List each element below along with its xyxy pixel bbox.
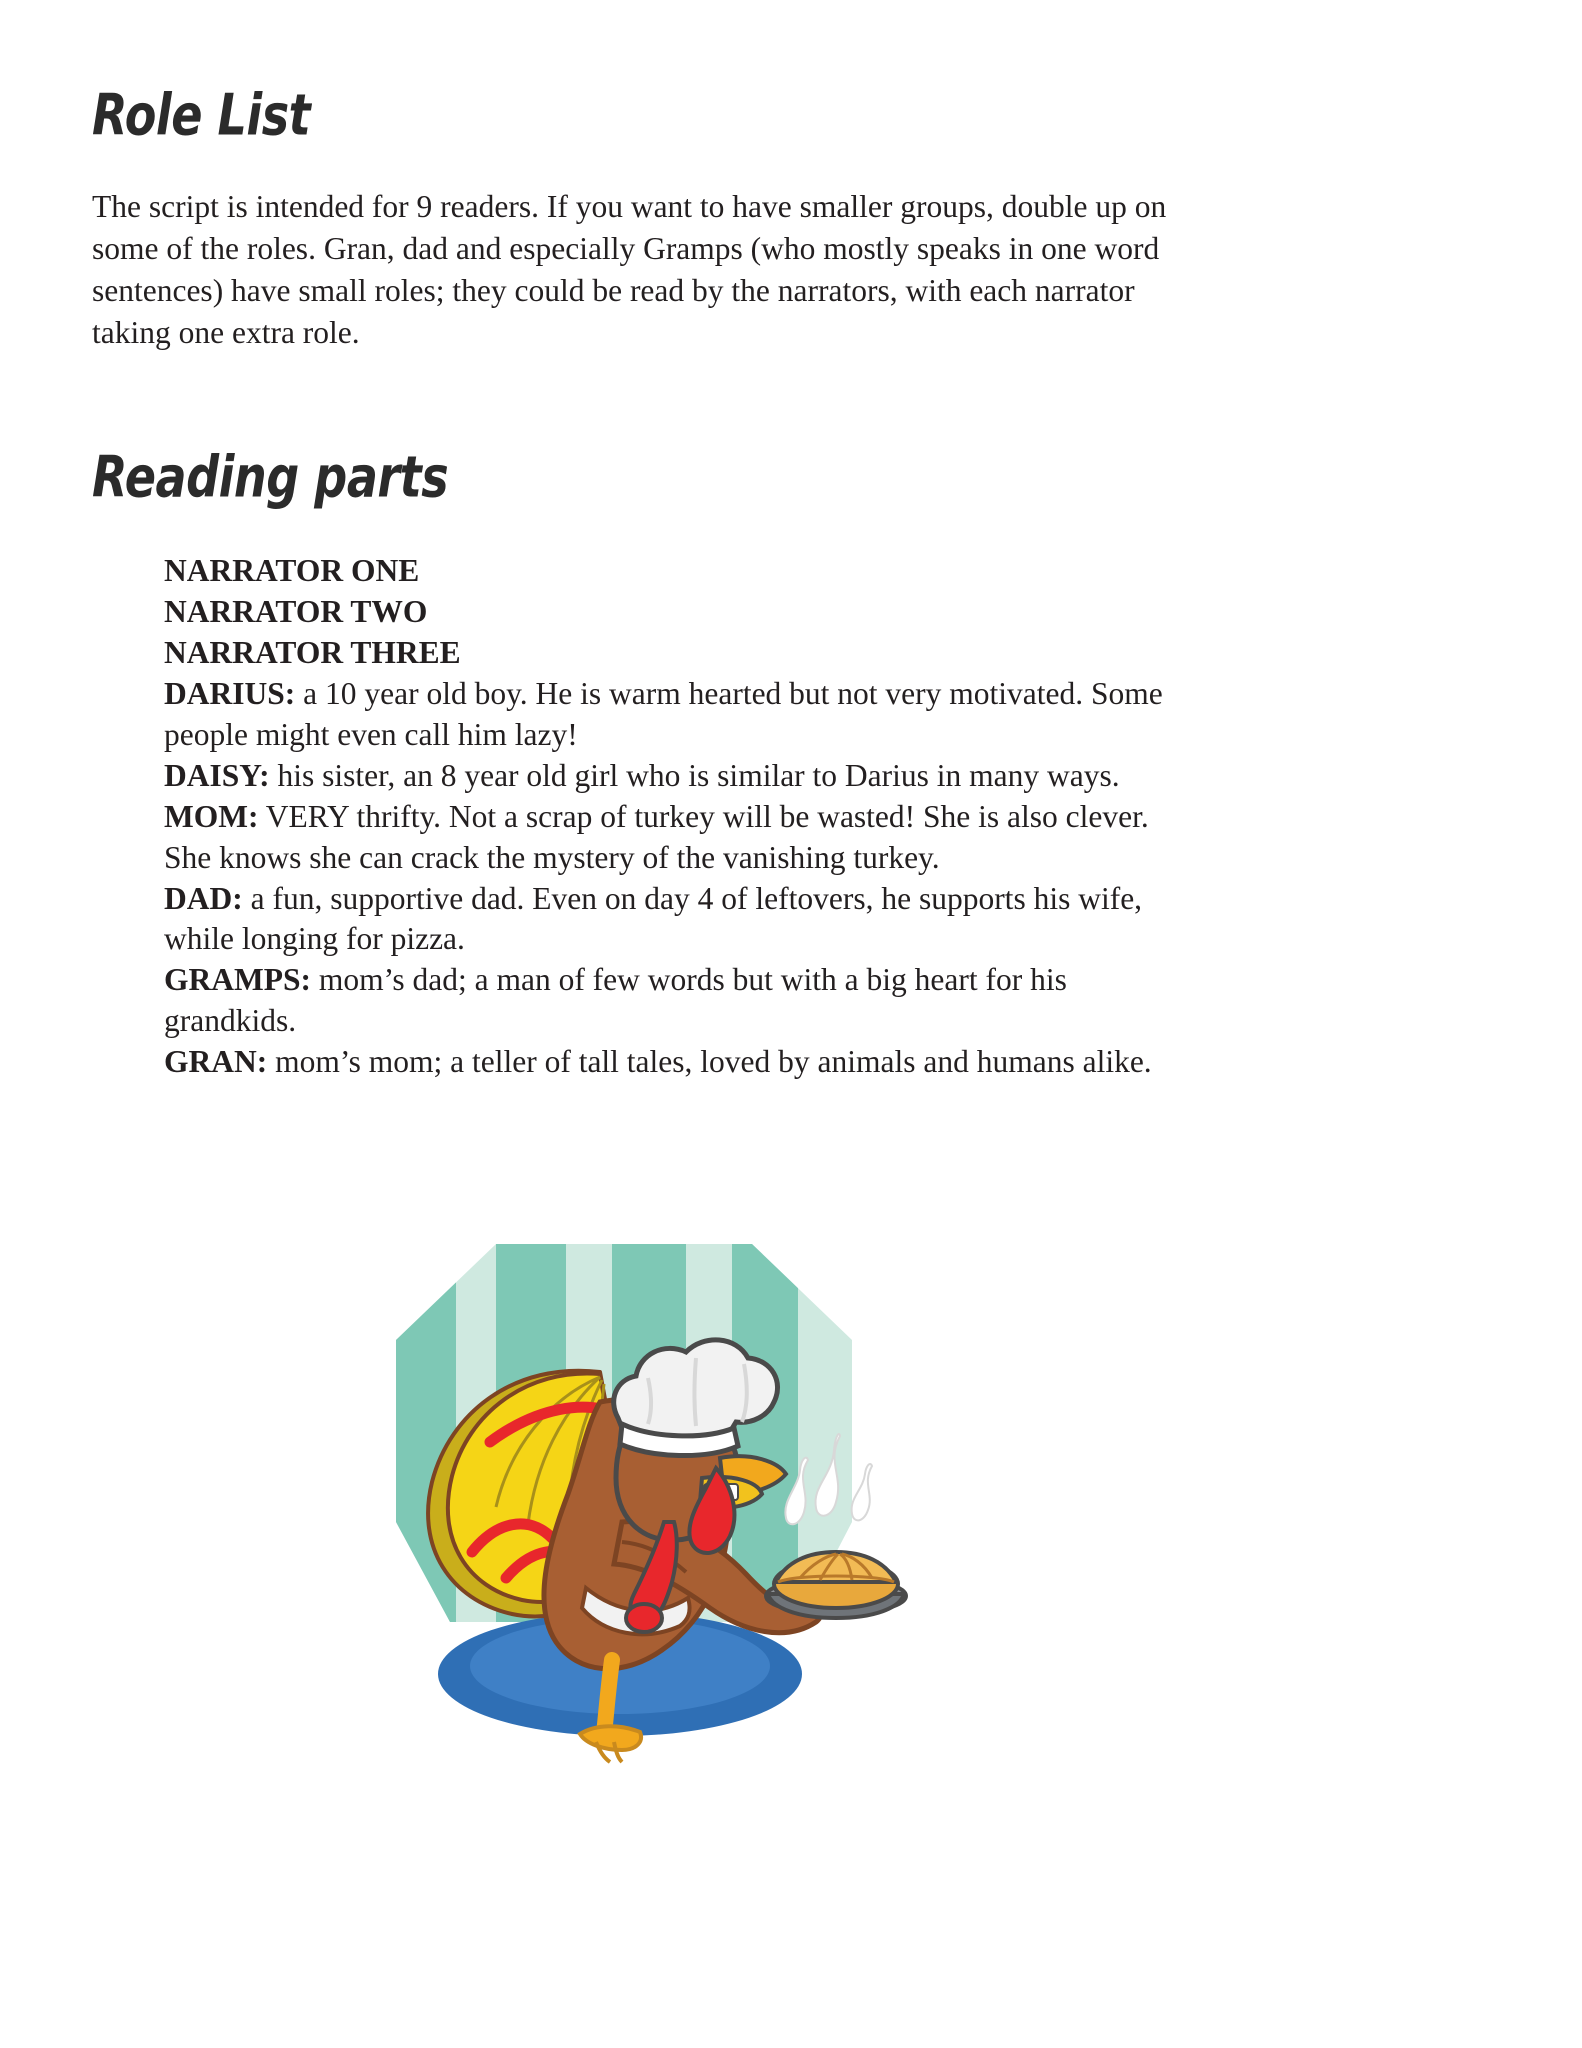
role-entry: [164, 674, 1194, 756]
role-description: mom’s dad; a man of few words but with a big heart for his grandkids.: [164, 962, 1067, 1039]
role-entry: [164, 1042, 1194, 1083]
role-entry: [164, 797, 1194, 879]
intro-paragraph: The script is intended for 9 readers. If you want to have smaller groups, double up on some of the roles. Gran, dad and especially Gramps (who mostly speaks in one word sentences) have small roles; they could be read by the narrators, with each narrator taking one extra role.: [92, 189, 1167, 350]
role-name: NARRATOR ONE: [164, 553, 420, 588]
role-description: a 10 year old boy. He is warm hearted but not very motivated. Some people might even call him lazy!: [164, 675, 1163, 752]
role-entry: [164, 960, 1194, 1042]
role-name: MOM:: [164, 798, 259, 834]
role-entry: [164, 592, 1194, 633]
role-description: a fun, supportive dad. Even on day 4 of leftovers, he supports his wife, while longing for pizza.: [164, 880, 1143, 957]
role-list: [164, 551, 1194, 1083]
role-name: DAD:: [164, 880, 243, 916]
role-entry: [164, 879, 1194, 961]
role-entry: [164, 633, 1194, 674]
role-description: his sister, an 8 year old girl who is similar to Darius in many ways.: [269, 757, 1120, 793]
role-name: GRAN:: [164, 1044, 268, 1080]
role-name: NARRATOR THREE: [164, 634, 461, 670]
role-name: NARRATOR TWO: [164, 593, 428, 629]
role-list-heading-block: [92, 82, 319, 149]
role-name: DAISY:: [164, 757, 270, 793]
role-name: GRAMPS:: [164, 962, 311, 998]
section-title-reading-parts: Reading parts: [92, 444, 449, 511]
role-description: VERY thrifty. Not a scrap of turkey will be wasted! She is also clever. She knows she can crack the mystery of the vanishing turkey.: [164, 798, 1149, 875]
reading-parts-heading-block: [92, 444, 463, 511]
role-entry: [164, 551, 1194, 592]
role-entry: [164, 756, 1194, 797]
role-name: DARIUS:: [164, 675, 296, 711]
page-title: Role List: [92, 82, 311, 149]
role-description: mom’s mom; a teller of tall tales, loved by animals and humans alike.: [267, 1044, 1152, 1080]
turkey-chef-illustration: [300, 1222, 940, 1782]
